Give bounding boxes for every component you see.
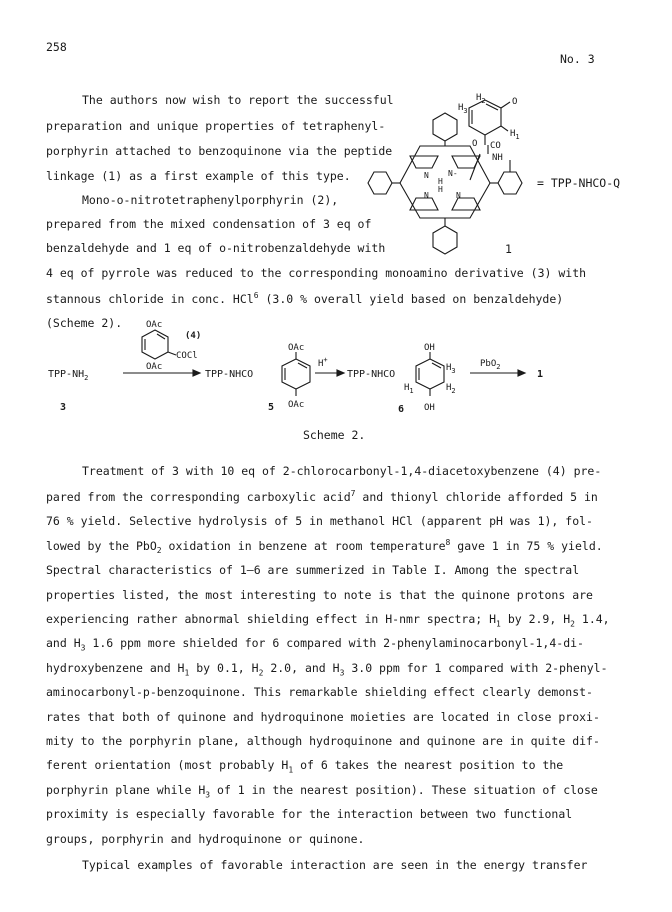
body-line-15: proximity is especially favorable for the interaction between two functional <box>46 807 573 821</box>
struct1-n4: N <box>456 191 461 200</box>
intro-line-5: Mono-o-nitrotetraphenylporphyrin (2), <box>82 193 339 207</box>
intro-line-6: prepared from the mixed condensation of 3 eq of <box>46 217 372 231</box>
intro-line-10: (Scheme 2). <box>46 316 123 330</box>
intro-line-2: preparation and unique properties of tetraphenyl- <box>46 119 386 133</box>
scheme-compound6-number: 6 <box>398 404 405 415</box>
body-line-3: 76 % yield. Selective hydrolysis of 5 in methanol HCl (apparent pH was 1), fol- <box>46 514 593 528</box>
intro-line-8: 4 eq of pyrrole was reduced to the corresponding monoamino derivative (3) with <box>46 266 587 280</box>
body-line-4: lowed by the PbO$_2$ oxidation in benzene at room temperature$^8$ gave 1 in 75 % yield. <box>46 538 603 556</box>
struct1-h1: $H_1$ <box>510 129 520 141</box>
body-line-9: hydroxybenzene and $H_1$ by 0.1, $H_2$ 2.0, and $H_3$ 3.0 ppm for 1 compared with 2-phenyl- <box>46 661 608 678</box>
struct1-n3: N <box>424 191 429 200</box>
struct1-o-bottom: O <box>472 139 478 149</box>
body-line-5: Spectral characteristics of 1—6 are summerized in Table I. Among the spectral <box>46 563 580 577</box>
body-line-6: properties listed, the most interesting to note is that the quinone protons are <box>46 588 593 602</box>
scheme-start: TPP-$NH_2$ <box>48 369 89 382</box>
intro-line-1: The authors now wish to report the successful <box>82 93 394 107</box>
struct1-co: CO <box>490 141 501 151</box>
issue-number: No. 3 <box>560 52 595 66</box>
scheme-compound6-bottom: OH <box>424 403 435 413</box>
scheme-start-number: 3 <box>60 402 67 413</box>
body-line-14: porphyrin plane while $H_3$ of 1 in the nearest position). These situation of close <box>46 783 598 800</box>
scheme-compound6-h3: $H_3$ <box>446 363 456 375</box>
body-line-2: pared from the corresponding carboxylic acid$^7$ and thionyl chloride afforded 5 in <box>46 489 598 504</box>
struct1-o-top: O <box>512 97 518 107</box>
body-line-7: experiencing rather abnormal shielding effect in H-nmr spectra; $H_1$ by 2.9, $H_2$ 1.4, <box>46 612 610 629</box>
body-line-12: mity to the porphyrin plane, although hydroquinone and quinone are in quite dif- <box>46 734 600 748</box>
scheme-compound6: TPP-NHCO <box>347 369 396 380</box>
structure-1-number: 1 <box>505 242 512 256</box>
scheme-compound5-number: 5 <box>268 402 275 413</box>
scheme-reagent-bottom: OAc <box>146 362 163 372</box>
scheme-compound6-h2: $H_2$ <box>446 383 456 395</box>
struct1-h-inner: H <box>438 177 443 186</box>
scheme-product-number: 1 <box>537 369 544 380</box>
body-line-10: aminocarbonyl-p-benzoquinone. This remarkable shielding effect clearly demonst- <box>46 685 593 699</box>
body-line-11: rates that both of quinone and hydroquinone moieties are located in close proxi- <box>46 710 600 724</box>
structure-equation: = TPP-NHCO-Q <box>537 176 621 190</box>
scheme-compound5: TPP-NHCO <box>205 369 254 380</box>
page-number: 258 <box>46 40 67 54</box>
scheme-2-drawing <box>0 318 672 428</box>
body-line-1: Treatment of 3 with 10 eq of 2-chlorocarbonyl-1,4-diacetoxybenzene (4) pre- <box>82 464 602 478</box>
intro-line-4: linkage (1) as a first example of this type. <box>46 169 351 183</box>
body-line-17: Typical examples of favorable interaction are seen in the energy transfer <box>82 858 588 872</box>
struct1-n2: N- <box>448 169 458 178</box>
struct1-h3: $H_3$ <box>458 103 468 115</box>
scheme-compound6-h1: $H_1$ <box>404 383 414 395</box>
intro-line-7: benzaldehyde and 1 eq of o-nitrobenzaldehyde with <box>46 241 386 255</box>
body-line-16: groups, porphyrin and hydroquinone or quinone. <box>46 832 365 846</box>
scheme-caption: Scheme 2. <box>303 428 366 442</box>
struct1-h2: $H_2$ <box>476 93 486 105</box>
scheme-compound6-top: OH <box>424 343 435 353</box>
scheme-reagent-number: (4) <box>185 331 202 341</box>
body-line-13: ferent orientation (most probably $H_1$ of 6 takes the nearest position to the <box>46 758 564 775</box>
scheme-compound5-bottom: OAc <box>288 400 305 410</box>
body-line-8: and $H_3$ 1.6 ppm more shielded for 6 compared with 2-phenylaminocarbonyl-1,4-di- <box>46 636 584 653</box>
scheme-arrow3-label: PbO$_2$ <box>480 359 501 371</box>
intro-line-3: porphyrin attached to benzoquinone via the peptide <box>46 144 393 158</box>
structure-1-drawing <box>380 88 660 258</box>
struct1-n1: N <box>424 171 429 180</box>
struct1-nh: NH <box>492 153 503 163</box>
scheme-reagent-top: OAc <box>146 320 163 330</box>
scheme-compound5-top: OAc <box>288 343 305 353</box>
scheme-reagent-cocl: COCl <box>176 351 198 361</box>
intro-line-9: stannous chloride in conc. HCl$^6$ (3.0 % overall yield based on benzaldehyde) <box>46 291 564 306</box>
scheme-arrow2-label: H+ <box>318 356 328 369</box>
struct1-h-inner2: H <box>438 185 443 194</box>
